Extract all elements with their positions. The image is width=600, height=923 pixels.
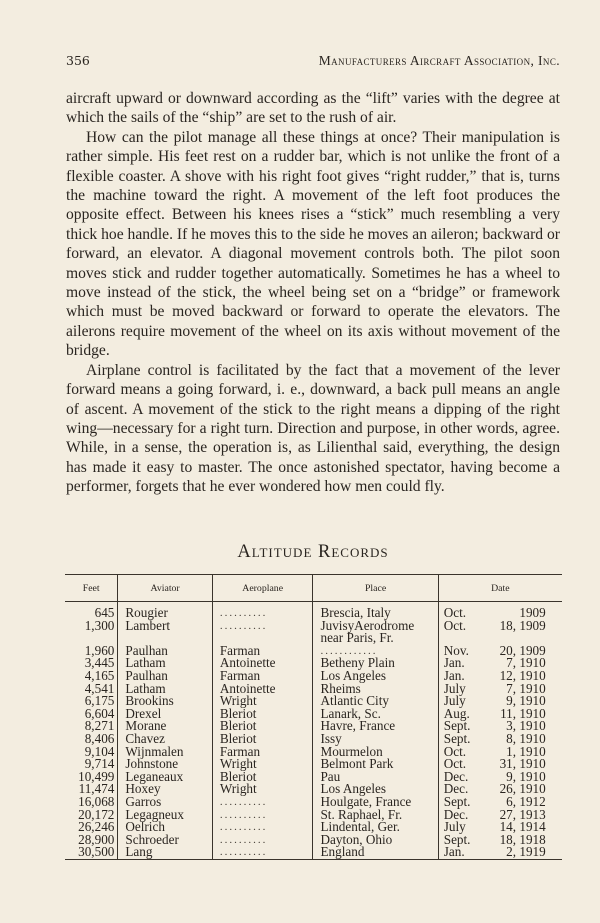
date-day-year: 9, 1910 (506, 768, 546, 784)
paragraph: Airplane control is facilitated by the fact that a movement of the lever forward means a going forward, i. e., downward, a back pull means an angle of ascent. A movement of the stick to the right means a dipping of the right wing—necessary for a right turn. Direction and purpose, in other words, agree. While, in a sense, the operation is, as Lilienthal said, everything, the design has made it easy to master. The once astonished spectator, having become a performer, forgets that he ever wondered how men could fly. (66, 361, 560, 496)
cell-aeroplane: .......... (212, 846, 313, 859)
cell-date (438, 617, 562, 633)
cell-aeroplane: Wright (212, 695, 313, 708)
date-day-year: 1, 1910 (506, 743, 546, 759)
cell-feet: 3,445 (84, 655, 115, 671)
cell-place: Brescia, Italy (313, 602, 438, 620)
paragraph: aircraft upward or downward according as the “lift” varies with the degree at which the sails of the “ship” are set to the rush of air. (66, 90, 560, 127)
cell-place: near Paris, Fr. (313, 632, 438, 645)
cell-aeroplane: Farman (212, 746, 313, 759)
cell-place: St. Raphael, Fr. (313, 809, 438, 822)
cell-aeroplane: Farman (212, 645, 313, 658)
cell-aeroplane: Antoinette (212, 683, 313, 696)
cell-aeroplane: Bleriot (212, 720, 313, 733)
cell-aviator: Leganeaux (118, 771, 212, 784)
cell-aviator: Paulhan (118, 645, 212, 658)
cell-place: Mourmelon (313, 746, 438, 759)
date-day-year: 2, 1919 (506, 844, 546, 860)
cell-place: ............ (313, 645, 438, 658)
date-month: Oct. (443, 605, 467, 620)
date-day-year: 20, 1909 (499, 642, 546, 658)
column-header-aeroplane: Aeroplane (212, 575, 313, 602)
cell-aeroplane: .......... (212, 620, 313, 633)
date-day-year: 3, 1910 (506, 718, 546, 734)
date-month: July (443, 819, 466, 835)
date-month: Oct. (443, 756, 467, 772)
cell-aviator: Garros (118, 796, 212, 809)
cell-aviator: Chavez (118, 733, 212, 746)
cell-feet: 10,499 (78, 768, 115, 784)
cell-place: Lanark, Sc. (313, 708, 438, 721)
cell-feet: 28,900 (78, 831, 115, 847)
cell-aeroplane: .......... (212, 834, 313, 847)
cell-aeroplane: Antoinette (212, 657, 313, 670)
cell-aeroplane: Wright (212, 758, 313, 771)
cell-aeroplane: Wright (212, 783, 313, 796)
cell-place: Belmont Park (313, 758, 438, 771)
cell-feet: 1,300 (84, 617, 115, 633)
cell-place: Pau (313, 771, 438, 784)
date-day-year: 31, 1910 (499, 756, 546, 772)
date-day-year: 14, 1914 (499, 819, 546, 835)
date-month: Aug. (443, 705, 470, 721)
cell-place: Houlgate, France (313, 796, 438, 809)
cell-feet: 9,714 (84, 756, 115, 772)
cell-aeroplane: .......... (212, 796, 313, 809)
cell-aeroplane: Bleriot (212, 708, 313, 721)
date-day-year: 6, 1912 (506, 793, 546, 809)
cell-aviator: Rougier (118, 602, 212, 620)
date-day-year: 18, 1909 (499, 617, 546, 633)
cell-feet: 30,500 (65, 846, 118, 859)
cell-aeroplane: Bleriot (212, 733, 313, 746)
cell-place: Dayton, Ohio (313, 834, 438, 847)
cell-feet: 4,165 (84, 667, 115, 683)
cell-feet: 16,068 (78, 793, 115, 809)
cell-aviator: Drexel (118, 708, 212, 721)
table-body (65, 602, 562, 860)
cell-feet: 6,604 (84, 705, 115, 721)
date-month: Sept. (443, 730, 471, 746)
date-day-year: 1909 (519, 605, 546, 620)
date-day-year: 7, 1910 (506, 655, 546, 671)
date-month: Oct. (443, 617, 467, 633)
cell-aviator: Latham (118, 683, 212, 696)
date-month: Oct. (443, 743, 467, 759)
column-header-date: Date (438, 575, 562, 602)
cell-aviator: Oelrich (118, 821, 212, 834)
cell-aviator: Morane (118, 720, 212, 733)
section-title: Altitude Records (237, 542, 389, 562)
date-month: Jan. (443, 844, 465, 860)
cell-place: England (313, 846, 438, 859)
date-month: Sept. (443, 831, 471, 847)
cell-date (438, 846, 562, 859)
cell-feet: 11,474 (78, 781, 115, 797)
cell-date (438, 602, 562, 620)
cell-feet: 1,960 (84, 642, 115, 658)
table-header-row (65, 575, 562, 602)
table-row (65, 602, 562, 620)
body-text (66, 89, 560, 497)
cell-aviator: Wijnmalen (118, 746, 212, 759)
cell-aviator: Hoxey (118, 783, 212, 796)
altitude-records-table (65, 574, 562, 860)
date-month: July (443, 693, 466, 709)
date-month: Nov. (443, 642, 469, 658)
cell-feet: 645 (94, 605, 115, 620)
cell-aviator: Lambert (118, 620, 212, 633)
cell-aeroplane: .......... (212, 602, 313, 620)
date-day-year: 18, 1918 (499, 831, 546, 847)
date-month: Jan. (443, 655, 465, 671)
date-day-year: 27, 1913 (499, 806, 546, 822)
cell-place: Atlantic City (313, 695, 438, 708)
cell-place: Los Angeles (313, 783, 438, 796)
cell-aviator: Latham (118, 657, 212, 670)
column-header-aviator: Aviator (118, 575, 212, 602)
cell-aviator: Lang (118, 846, 212, 859)
cell-place: JuvisyAerodrome (313, 620, 438, 633)
column-header-feet: Feet (65, 575, 118, 602)
cell-aeroplane: Farman (212, 670, 313, 683)
date-day-year: 26, 1910 (499, 781, 546, 797)
date-day-year: 11, 1910 (500, 705, 546, 721)
paragraph: How can the pilot manage all these things at once? Their manipulation is rather simple. His feet rest on a rudder bar, which is not unlike the front of a flexible coaster. A shove with his right foot gives “right rudder,” that is, turns the machine toward the right. A movement of the left foot produces the opposite effect. Between his knees rises a “stick” much resembling a very thick hoe handle. If he moves this to the side he moves an aileron; backward or forward, an elevator. A diagonal movement controls both. The pilot soon moves stick and rudder together automatically. Sometimes he has a wheel to move instead of the stick, the wheel being set on a “bridge” or framework which must be moved backward or forward to operate the elevators. The ailerons require movement of the wheel on its axis without movement of the bridge. (66, 128, 560, 360)
table-row (65, 620, 562, 633)
date-day-year: 7, 1910 (506, 680, 546, 696)
cell-aeroplane: .......... (212, 821, 313, 834)
cell-feet: 9,104 (84, 743, 115, 759)
cell-feet: 8,271 (84, 718, 115, 734)
column-header-place: Place (313, 575, 438, 602)
cell-aviator: Johnstone (118, 758, 212, 771)
date-month: Dec. (443, 806, 469, 822)
cell-feet: 26,246 (78, 819, 115, 835)
cell-feet: 20,172 (78, 806, 115, 822)
cell-feet: 8,406 (84, 730, 115, 746)
cell-aviator: Paulhan (118, 670, 212, 683)
date-month: Dec. (443, 781, 469, 797)
cell-aviator: Schroeder (118, 834, 212, 847)
cell-feet: 4,541 (84, 680, 115, 696)
cell-aeroplane: .......... (212, 809, 313, 822)
table-row (65, 846, 562, 859)
date-month: Jan. (443, 667, 465, 683)
cell-place: Los Angeles (313, 670, 438, 683)
page-number: 356 (66, 53, 90, 68)
date-day-year: 9, 1910 (506, 693, 546, 709)
running-head: Manufacturers Aircraft Association, Inc. (318, 53, 560, 68)
cell-aviator: Brookins (118, 695, 212, 708)
cell-aviator: Legagneux (118, 809, 212, 822)
cell-feet: 6,175 (84, 693, 115, 709)
date-day-year: 12, 1910 (499, 667, 546, 683)
cell-place: Rheims (313, 683, 438, 696)
cell-place: Issy (313, 733, 438, 746)
cell-place: Havre, France (313, 720, 438, 733)
cell-aeroplane: Bleriot (212, 771, 313, 784)
date-month: Dec. (443, 768, 469, 784)
page-header (66, 53, 560, 73)
date-month: July (443, 680, 466, 696)
cell-place: Betheny Plain (313, 657, 438, 670)
cell-place: Lindental, Ger. (313, 821, 438, 834)
date-month: Sept. (443, 718, 471, 734)
date-month: Sept. (443, 793, 471, 809)
date-day-year: 8, 1910 (506, 730, 546, 746)
